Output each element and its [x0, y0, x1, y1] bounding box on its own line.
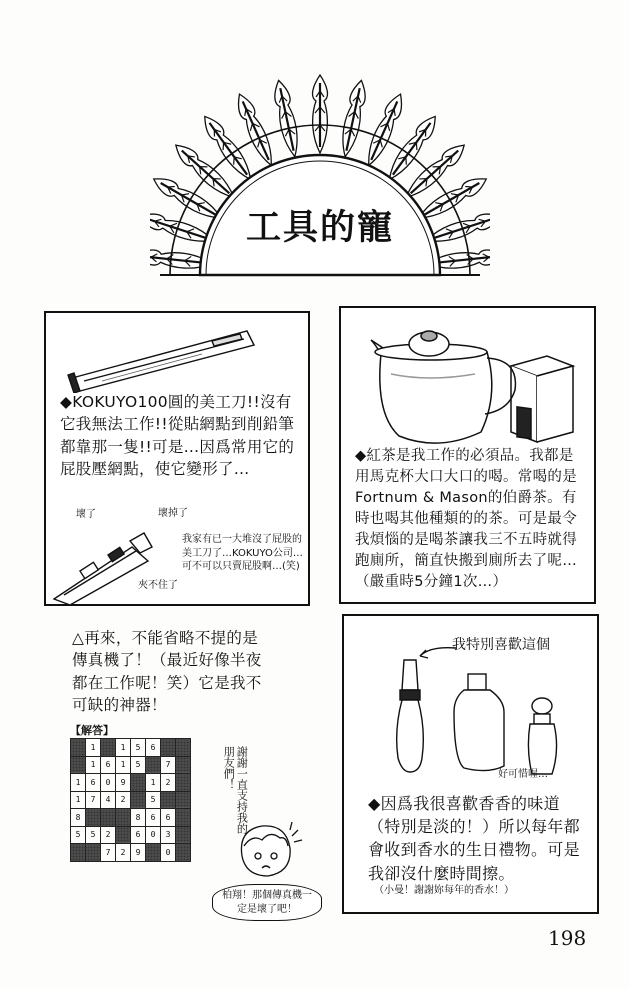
page-number: 198 [548, 926, 587, 950]
perfume-panel [342, 614, 599, 914]
perfume-top-label: 我特別喜歡這個 [452, 637, 550, 653]
page-title: 工具的寵 [245, 207, 394, 248]
teapot-illustration [369, 314, 579, 454]
header-rays [150, 60, 490, 285]
cutter-knife-illustration [62, 323, 262, 393]
character-doodle [228, 816, 308, 886]
cutter-panel [44, 311, 310, 606]
answer-label: 【解答】 [70, 724, 114, 737]
tea-panel [339, 306, 596, 604]
thanks-vertical-note: 謝謝一直支持我的朋友們！ [222, 746, 249, 834]
perfume-description: ◆因爲我很喜歡香香的味道（特別是淡的！）所以每年都會收到香水的生日禮物。可是我卻沒什麼時間擦。 [368, 794, 580, 883]
cutter-description: ◆KOKUYO100圓的美工刀!!沒有它我無法工作!!從貼網點到削鉛筆都靠那一隻!!可是…因爲常用它的屁股壓網點，使它變形了… [60, 393, 295, 479]
label-warped: 壞掉了 [158, 508, 188, 519]
puzzle-answer-grid: 1 1 5 6 1 6 1 5 7 1 6 0 9 1 2 1 7 4 2 5 8 8 6 6 5 5 2 6 0 3 7 2 9 0 [70, 738, 191, 862]
perfume-bottles-illustration [380, 640, 580, 790]
speech-bubble: 柏翔！那個傳真機一定是壞了吧！ [212, 884, 322, 921]
perfume-caption: （小曼！謝謝妳每年的香水！） [374, 885, 514, 896]
cutter-note: 我家有已一大堆沒了屁股的美工刀了…KOKUYO公司…可不可以只賣屁股啊…(笑) [182, 534, 303, 572]
label-cant-hold: 夾不住了 [138, 580, 178, 591]
tea-description: ◆紅茶是我工作的必須品。我都是用馬克杯大口大口的喝。常喝的是Fortnum & Mason的伯爵茶。有時也喝其他種類的的茶。可是最令我煩惱的是喝茶讓我三不五時就得跑廁所，簡直快搬到廁所去了呢…（嚴重時5分鐘1次…） [355, 448, 577, 591]
label-broken: 壞了 [76, 509, 96, 520]
perfume-side-label: 好可惜喔… [498, 769, 548, 780]
fax-description: △再來，不能省略不提的是傳真機了！（最近好像半夜都在工作呢！笑）它是我不可缺的神器！ [72, 629, 262, 715]
